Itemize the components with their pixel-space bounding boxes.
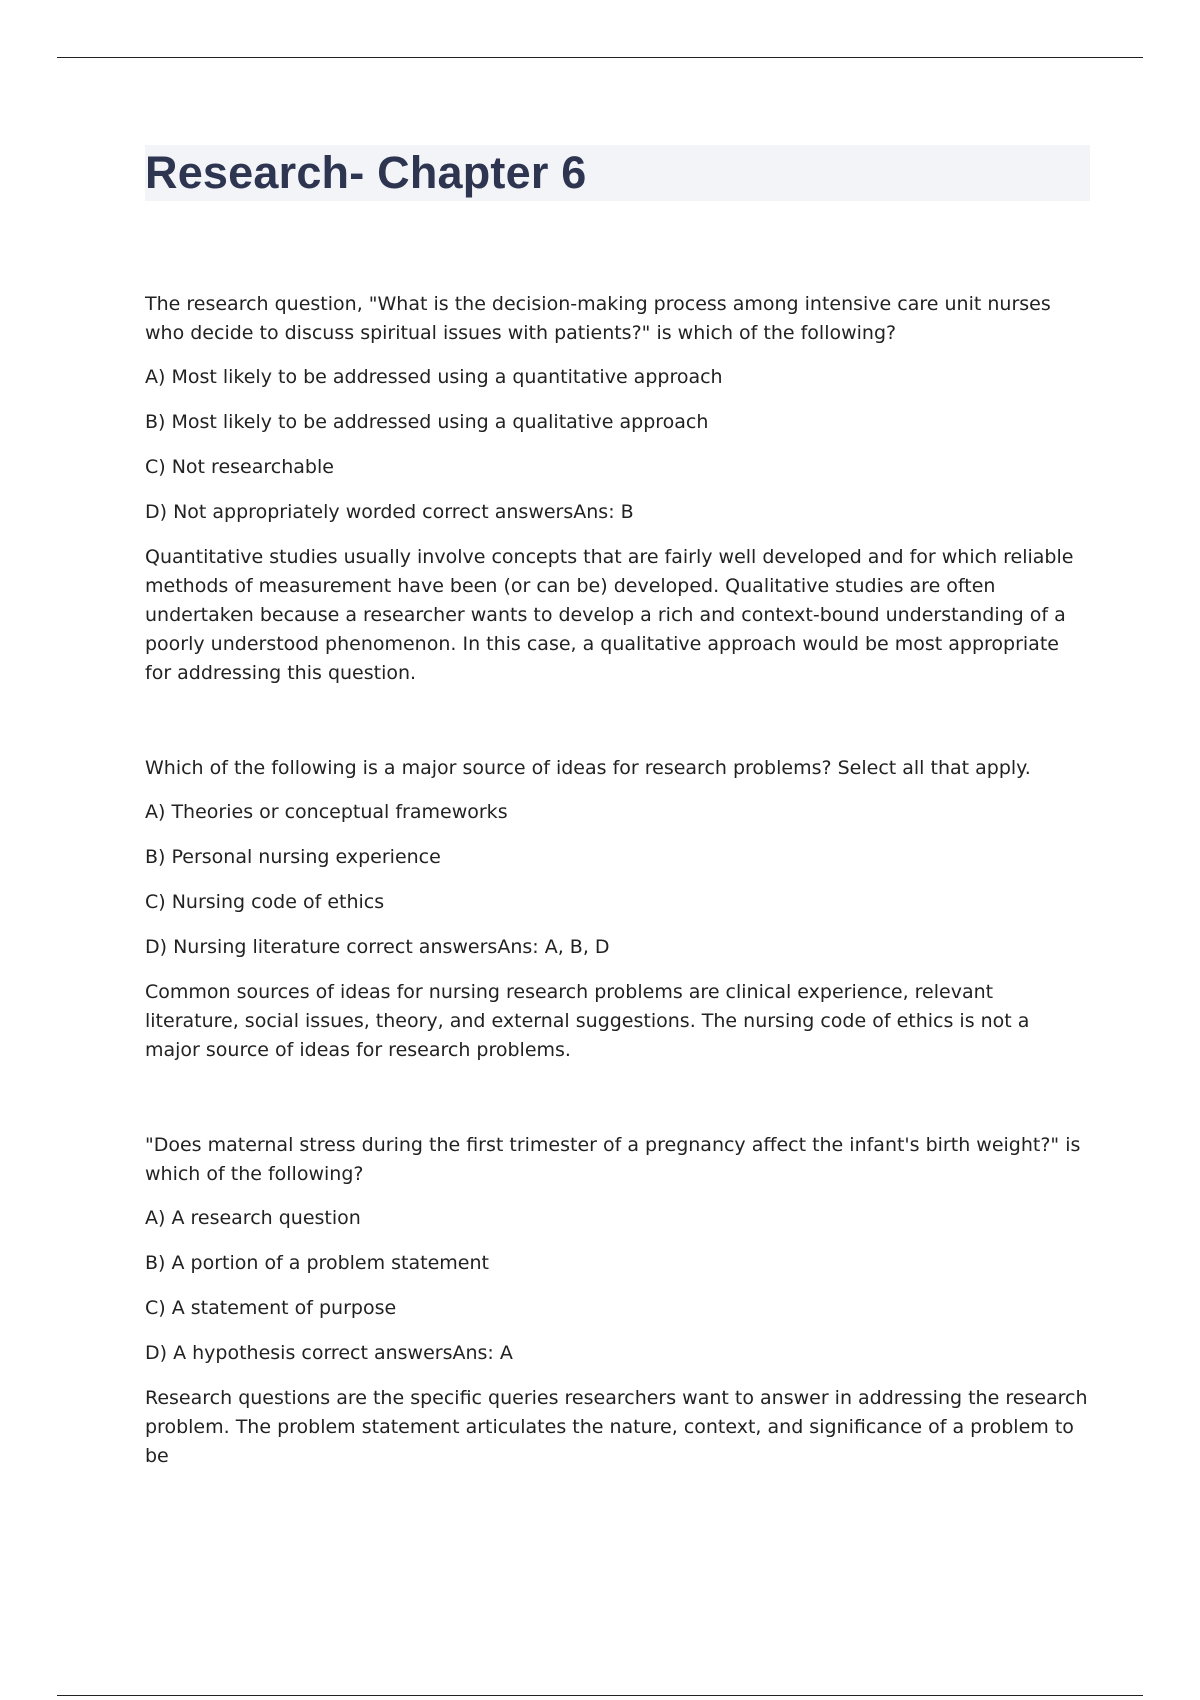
answer-option: A) Most likely to be addressed using a quantitative approach: [145, 366, 723, 388]
answer-option: C) Not researchable: [145, 456, 334, 478]
page-title: Research- Chapter 6: [145, 147, 587, 198]
answer-option: D) Nursing literature correct answersAns: A, B, D: [145, 936, 610, 958]
question-text: Which of the following is a major source of ideas for research problems? Select all that apply.: [145, 757, 1031, 779]
question-block: [145, 1131, 1090, 1471]
question-text: "Does maternal stress during the first trimester of a pregnancy affect the infant's birth weight?" is which of the following?: [145, 1134, 1081, 1185]
document-body: [145, 290, 1090, 1471]
answer-option: B) Most likely to be addressed using a qualitative approach: [145, 411, 709, 433]
bottom-rule: [57, 1695, 1143, 1696]
rationale-text: Quantitative studies usually involve concepts that are fairly well developed and for which reliable methods of measurement have been (or can be) developed. Qualitative studies are often undertaken because a researcher wants to develop a rich and context-bound understanding of a poorly understood phenomenon. In this case, a qualitative approach would be most appropriate for addressing this question.: [145, 546, 1074, 684]
top-rule: [57, 57, 1143, 58]
question-block: [145, 290, 1090, 688]
answer-option: A) A research question: [145, 1207, 361, 1229]
rationale-text: Research questions are the specific queries researchers want to answer in addressing the research problem. The problem statement articulates the nature, context, and significance of a problem to be: [145, 1387, 1088, 1467]
answer-option: A) Theories or conceptual frameworks: [145, 801, 508, 823]
answer-option: B) Personal nursing experience: [145, 846, 441, 868]
answer-option: C) A statement of purpose: [145, 1297, 397, 1319]
answer-option: D) A hypothesis correct answersAns: A: [145, 1342, 513, 1364]
question-text: The research question, "What is the decision-making process among intensive care unit nurses who decide to discuss spiritual issues with patients?" is which of the following?: [145, 293, 1051, 344]
answer-option: B) A portion of a problem statement: [145, 1252, 489, 1274]
rationale-text: Common sources of ideas for nursing research problems are clinical experience, relevant literature, social issues, theory, and external suggestions. The nursing code of ethics is not a major source of ideas for research problems.: [145, 981, 1030, 1061]
answer-option: D) Not appropriately worded correct answersAns: B: [145, 501, 634, 523]
answer-option: C) Nursing code of ethics: [145, 891, 385, 913]
question-block: [145, 754, 1090, 1065]
